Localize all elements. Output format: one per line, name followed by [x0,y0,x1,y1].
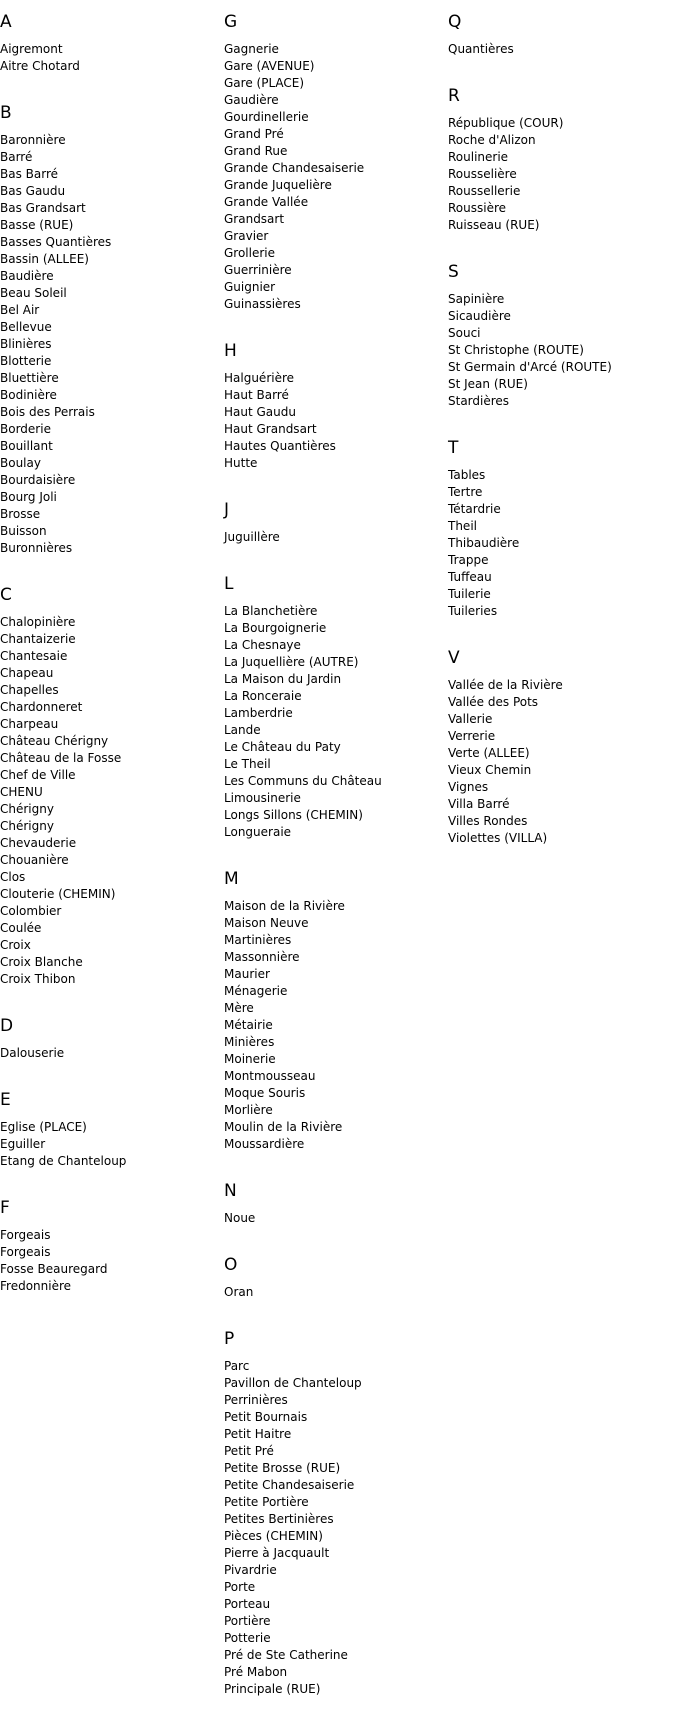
street-name: Vallée des Pots [448,695,539,709]
street-name: Gare (AVENUE) [224,59,315,73]
street-list [224,370,439,472]
street-name: Bas Gaudu [0,184,66,198]
street-name: Gourdinellerie [224,110,309,124]
street-name: Halguérière [224,371,295,385]
street-name: Tuileries [448,604,498,618]
street-name: Hautes Quantières [224,439,336,453]
street-name: Roussellerie [448,184,521,198]
street-name: Chantesaie [0,649,68,663]
street-name: Haut Gaudu [224,405,296,419]
street-list [224,1284,439,1301]
street-list [224,898,439,1153]
street-name: La Ronceraie [224,689,302,703]
letter-section [0,12,215,75]
street-name: Petite Brosse (RUE) [224,1461,341,1475]
street-name: Noue [224,1211,256,1225]
street-name: Hutte [224,456,258,470]
street-list [448,467,663,620]
street-name: Juguillère [224,530,280,544]
street-name: Grande Vallée [224,195,309,209]
index-column-3 [448,0,663,875]
street-name: Bourg Joli [0,490,57,504]
street-name: Chalopinière [0,615,76,629]
section-letter-heading: E [0,1090,11,1110]
section-letter-heading: S [448,262,459,282]
street-name: Rousselière [448,167,517,181]
street-name: Guignier [224,280,276,294]
street-list [0,132,215,557]
street-name: Mère [224,1001,254,1015]
street-name: Bouillant [0,439,53,453]
letter-section [224,1255,439,1301]
street-name: Massonnière [224,950,300,964]
street-name: Oran [224,1285,254,1299]
street-list [448,677,663,847]
street-name: Bas Grandsart [0,201,86,215]
street-name: Petites Bertinières [224,1512,334,1526]
street-name: Baronnière [0,133,66,147]
section-letter-heading: M [224,869,239,889]
street-name: Maurier [224,967,270,981]
section-letter-heading: F [0,1198,10,1218]
street-name: Roulinerie [448,150,509,164]
street-name: Petite Chandesaiserie [224,1478,355,1492]
street-name: Dalouserie [0,1046,65,1060]
letter-section [448,438,663,620]
street-name: Pierre à Jacquault [224,1546,330,1560]
street-name: Longs Sillons (CHEMIN) [224,808,363,822]
street-name: Bas Barré [0,167,59,181]
letter-section [0,1016,215,1062]
street-name: Petit Pré [224,1444,274,1458]
section-letter-heading: Q [448,12,462,32]
street-name: Fredonnière [0,1279,72,1293]
street-list [0,1045,215,1062]
street-name: Longueraie [224,825,292,839]
street-name: Bois des Perrais [0,405,95,419]
street-name: Blotterie [0,354,52,368]
street-name: Moinerie [224,1052,276,1066]
street-list [0,614,215,988]
street-name: Martinières [224,933,292,947]
street-name: Moque Souris [224,1086,306,1100]
street-name: Colombier [0,904,62,918]
street-name: St Jean (RUE) [448,377,528,391]
street-name: Métairie [224,1018,273,1032]
street-name: Perrinières [224,1393,288,1407]
street-name: Roussière [448,201,507,215]
section-letter-heading: D [0,1016,14,1036]
section-letter-heading: A [0,12,12,32]
street-name: Pivardrie [224,1563,277,1577]
letter-section [224,869,439,1153]
street-name: Bodinière [0,388,57,402]
letter-section [224,500,439,546]
street-name: Buisson [0,524,47,538]
street-name: Maison Neuve [224,916,309,930]
street-name: Clouterie (CHEMIN) [0,887,116,901]
section-letter-heading: G [224,12,238,32]
street-name: Sapinière [448,292,505,306]
street-list [224,1210,439,1227]
street-name: Guerrinière [224,263,292,277]
street-name: Tertre [448,485,483,499]
letter-section [448,262,663,410]
street-name: Beau Soleil [0,286,67,300]
street-name: Basses Quantières [0,235,112,249]
street-name: Coulée [0,921,42,935]
street-name: St Christophe (ROUTE) [448,343,584,357]
letter-section [224,341,439,472]
street-list [224,1358,439,1698]
street-name: Gravier [224,229,269,243]
street-name: Petit Haitre [224,1427,292,1441]
street-name: Villa Barré [448,797,510,811]
street-list [0,1227,215,1295]
street-name: CHENU [0,785,43,799]
street-name: La Maison du Jardin [224,672,342,686]
street-name: Stardières [448,394,510,408]
street-name: Guinassières [224,297,301,311]
street-name: Violettes (VILLA) [448,831,548,845]
street-name: Chouanière [0,853,69,867]
street-name: Tables [448,468,486,482]
street-name: La Juquellière (AUTRE) [224,655,359,669]
street-name: Bassin (ALLEE) [0,252,89,266]
street-name: Aigremont [0,42,63,56]
street-name: Lamberdrie [224,706,293,720]
street-name: Petit Bournais [224,1410,308,1424]
street-name: Le Château du Paty [224,740,341,754]
street-list [0,1119,215,1170]
section-letter-heading: J [224,500,230,520]
street-list [224,41,439,313]
street-name: Chantaizerie [0,632,76,646]
index-column-1 [0,0,215,1323]
street-name: Moussardière [224,1137,305,1151]
section-letter-heading: O [224,1255,238,1275]
street-name: Château Chérigny [0,734,109,748]
street-name: Barré [0,150,33,164]
street-name: Grand Pré [224,127,284,141]
street-name: Chérigny [0,819,54,833]
street-name: Les Communs du Château [224,774,382,788]
street-name: Pièces (CHEMIN) [224,1529,323,1543]
street-name: Bourdaisière [0,473,76,487]
street-name: Forgeais [0,1228,51,1242]
street-list [448,115,663,234]
street-name: Forgeais [0,1245,51,1259]
street-list [0,41,215,75]
section-letter-heading: N [224,1181,237,1201]
letter-section [0,585,215,988]
street-name: Souci [448,326,481,340]
street-name: Potterie [224,1631,271,1645]
street-name: Haut Grandsart [224,422,317,436]
street-name: Gaudière [224,93,279,107]
street-name: Chapelles [0,683,59,697]
letter-section [224,12,439,313]
street-name: Principale (RUE) [224,1682,321,1696]
street-name: Basse (RUE) [0,218,74,232]
street-list [448,41,663,58]
street-name: Porte [224,1580,256,1594]
street-name: Bluettière [0,371,59,385]
street-name: Baudière [0,269,54,283]
street-name: Brosse [0,507,41,521]
section-letter-heading: C [0,585,12,605]
street-name: Grande Juquelière [224,178,332,192]
street-name: Bel Air [0,303,40,317]
street-name: Blinières [0,337,52,351]
street-name: Vallerie [448,712,493,726]
street-list [448,291,663,410]
street-name: Eglise (PLACE) [0,1120,87,1134]
street-name: Le Theil [224,757,271,771]
street-name: Lande [224,723,261,737]
street-name: Charpeau [0,717,59,731]
street-name: Croix Thibon [0,972,76,986]
section-letter-heading: L [224,574,234,594]
street-name: Eguiller [0,1137,46,1151]
section-letter-heading: V [448,648,460,668]
letter-section [224,574,439,841]
street-name: Roche d'Alizon [448,133,536,147]
street-name: Moulin de la Rivière [224,1120,343,1134]
street-name: Haut Barré [224,388,289,402]
letter-section [224,1181,439,1227]
street-name: République (COUR) [448,116,564,130]
street-name: Clos [0,870,26,884]
street-name: Gagnerie [224,42,279,56]
street-name: Chevauderie [0,836,77,850]
street-name: Château de la Fosse [0,751,122,765]
street-name: Pré Mabon [224,1665,288,1679]
street-name: Ménagerie [224,984,288,998]
street-name: Croix Blanche [0,955,83,969]
street-name: Tuilerie [448,587,491,601]
street-name: Verrerie [448,729,496,743]
street-name: Aitre Chotard [0,59,80,73]
street-name: Chef de Ville [0,768,76,782]
street-name: Morlière [224,1103,273,1117]
street-name: Chérigny [0,802,54,816]
street-name: Gare (PLACE) [224,76,305,90]
street-name: Portière [224,1614,271,1628]
street-name: Limousinerie [224,791,301,805]
street-name: Grollerie [224,246,276,260]
street-name: Trappe [448,553,489,567]
index-column-2 [224,0,439,1726]
street-name: Fosse Beauregard [0,1262,108,1276]
letter-section [448,12,663,58]
street-name: Quantières [448,42,514,56]
street-name: Tuffeau [448,570,492,584]
street-name: Verte (ALLEE) [448,746,530,760]
street-name: Borderie [0,422,51,436]
section-letter-heading: R [448,86,460,106]
section-letter-heading: P [224,1329,235,1349]
street-name: Pré de Ste Catherine [224,1648,348,1662]
street-name: Minières [224,1035,275,1049]
street-name: Ruisseau (RUE) [448,218,540,232]
street-name: Thibaudière [448,536,520,550]
letter-section [0,1090,215,1170]
section-letter-heading: B [0,103,12,123]
letter-section [224,1329,439,1698]
street-name: Parc [224,1359,250,1373]
street-name: Sicaudière [448,309,511,323]
letter-section [448,648,663,847]
section-letter-heading: H [224,341,237,361]
street-name: Vignes [448,780,489,794]
street-name: St Germain d'Arcé (ROUTE) [448,360,612,374]
street-name: La Blanchetière [224,604,318,618]
street-name: Croix [0,938,31,952]
street-name: Tétardrie [448,502,501,516]
street-list [224,603,439,841]
street-name: Etang de Chanteloup [0,1154,127,1168]
street-name: Montmousseau [224,1069,316,1083]
street-list [224,529,439,546]
street-name: Petite Portière [224,1495,309,1509]
street-name: Vallée de la Rivière [448,678,563,692]
street-name: Theil [448,519,477,533]
street-name: Chapeau [0,666,54,680]
street-name: Vieux Chemin [448,763,532,777]
section-letter-heading: T [448,438,459,458]
street-name: Grandsart [224,212,285,226]
street-name: Porteau [224,1597,271,1611]
street-name: Boulay [0,456,41,470]
street-name: Grande Chandesaiserie [224,161,365,175]
street-name: Buronnières [0,541,73,555]
letter-section [448,86,663,234]
street-name: La Bourgoignerie [224,621,327,635]
street-name: Maison de la Rivière [224,899,345,913]
street-name: Grand Rue [224,144,288,158]
street-name: Chardonneret [0,700,83,714]
letter-section [0,1198,215,1295]
street-name: Bellevue [0,320,52,334]
street-name: Pavillon de Chanteloup [224,1376,362,1390]
street-name: La Chesnaye [224,638,301,652]
street-name: Villes Rondes [448,814,528,828]
letter-section [0,103,215,557]
